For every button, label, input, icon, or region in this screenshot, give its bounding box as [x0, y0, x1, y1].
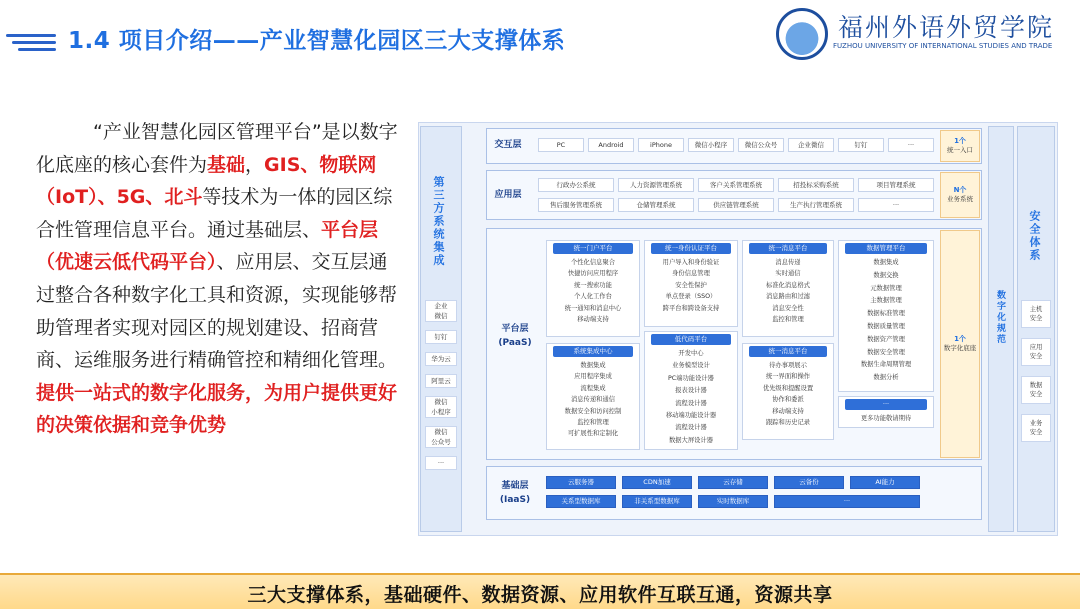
- lowcode-item: 流程设计器: [675, 399, 707, 407]
- intro-text-1: “产业智慧化园区管理平台”是以数字化底座的核心套件为: [36, 121, 398, 176]
- security-item: 主机 安全: [1021, 300, 1051, 328]
- auth-platform-title: 统一身份认证平台: [651, 243, 731, 254]
- todo-item: 跟踪和历史记录: [765, 419, 811, 427]
- intro-highlight-service: 提供一站式的数字化服务，为用户提供更好的决策依据和竞争优势: [36, 381, 398, 437]
- security-label: 安全体系: [1028, 210, 1041, 262]
- portal-platform-box: [546, 240, 640, 337]
- application-item: 项目管理系统: [858, 178, 934, 192]
- application-item: ···: [858, 198, 934, 212]
- interaction-tag-num: 1个: [954, 137, 966, 145]
- message-platform-list: [743, 257, 833, 325]
- third-party-item: 钉钉: [425, 330, 457, 344]
- portal-item: 统一搜索功能: [574, 281, 612, 289]
- message-item: 监控和管理: [772, 316, 804, 324]
- security-item: 数据 安全: [1021, 376, 1051, 404]
- sysint-item: 监控和管理: [577, 419, 609, 427]
- todo-item: 统一界面和操作: [765, 373, 811, 381]
- application-tag-text: 业务系统: [947, 195, 973, 203]
- infra-item: 实时数据库: [698, 495, 768, 508]
- infrastructure-layer: [486, 466, 982, 520]
- application-tag: [940, 172, 980, 218]
- intro-highlight-platform: 平台层（优速云低代码平台）: [36, 218, 379, 274]
- third-party-item: 阿里云: [425, 374, 457, 388]
- data-item: 数据交换: [873, 271, 899, 279]
- digital-spec-label: 数字化规范: [995, 290, 1005, 345]
- data-platform-title: 数据管理平台: [845, 243, 927, 254]
- application-item: 生产执行管理系统: [778, 198, 854, 212]
- platform-layer-label: 平台层 (PaaS): [498, 324, 532, 348]
- more-features-list: [839, 413, 933, 424]
- more-features-title: ···: [845, 399, 927, 410]
- interaction-item: 钉钉: [838, 138, 884, 152]
- more-features-box: [838, 396, 934, 428]
- todo-item: 协作和委派: [772, 396, 804, 404]
- lowcode-platform-title: 低代码平台: [651, 334, 731, 345]
- auth-item: 跨平台和跨设备支持: [662, 304, 720, 312]
- infra-item: 云存储: [698, 476, 768, 489]
- message-item: 消息安全性: [772, 304, 804, 312]
- sysint-item: 流程集成: [580, 384, 606, 392]
- system-integration-box: [546, 343, 640, 450]
- lowcode-item: 报表设计器: [675, 387, 707, 395]
- intro-highlight-base: 基础: [207, 153, 246, 176]
- infra-item: 非关系型数据库: [622, 495, 692, 508]
- lowcode-item: 业务模型设计: [672, 362, 710, 370]
- lowcode-item: PC端功能设计器: [668, 374, 714, 382]
- todo-item: 待办事项展示: [769, 362, 807, 369]
- data-item: 数据集成: [873, 259, 899, 266]
- todo-platform-list: [743, 360, 833, 428]
- message-item: 消息传递: [775, 259, 801, 266]
- data-item: 数据质量管理: [867, 322, 905, 330]
- data-item: 主数据管理: [870, 297, 902, 305]
- data-item: 数据生命周期管理: [860, 361, 912, 369]
- interaction-tag-text: 统一入口: [947, 146, 973, 154]
- interaction-item: Android: [588, 138, 634, 152]
- infra-item: ···: [774, 495, 920, 508]
- third-party-item: ···: [425, 456, 457, 470]
- sysint-item: 可扩展性和定制化: [567, 430, 619, 438]
- intro-text-4: 、应用层、交互层通过整合各种数字化工具和资源，实现能够帮助管理者实现对园区的规划建设、招商营商、运维服务进行精确管控和精细化管理。: [36, 251, 398, 372]
- auth-item: 单点登录（SSO）: [665, 293, 717, 301]
- third-party-item: 微信 小程序: [425, 396, 457, 418]
- security-item: 应用 安全: [1021, 338, 1051, 366]
- third-party-item: 华为云: [425, 352, 457, 366]
- intro-highlight-tech: GIS、物联网 （IoT）、5G、北斗: [36, 153, 377, 209]
- application-layer-label: 应用层: [494, 190, 522, 200]
- portal-item: 个性化信息聚合: [570, 259, 616, 266]
- infra-item: AI能力: [850, 476, 920, 489]
- lowcode-item: 移动端功能设计器: [665, 412, 717, 420]
- application-item: 供应链管理系统: [698, 198, 774, 212]
- interaction-item: 微信小程序: [688, 138, 734, 152]
- data-platform-list: [839, 257, 933, 385]
- intro-text-2: ，: [245, 153, 265, 176]
- application-item: 行政办公系统: [538, 178, 614, 192]
- data-item: 数据安全管理: [867, 348, 905, 356]
- more-item: 更多功能敬请期待: [860, 415, 912, 422]
- third-party-item: 企业 微信: [425, 300, 457, 322]
- message-item: 标准化消息格式: [765, 281, 811, 289]
- interaction-item: PC: [538, 138, 584, 152]
- sysint-item: 数据安全和访问控制: [564, 407, 622, 415]
- platform-tag-num: 1个: [954, 335, 966, 343]
- platform-tag: [940, 230, 980, 458]
- lowcode-item: 开发中心: [678, 350, 704, 357]
- sysint-item: 应用程序集成: [574, 373, 612, 381]
- application-item: 客户关系管理系统: [698, 178, 774, 192]
- message-item: 消息路由和过滤: [765, 293, 811, 301]
- application-item: 招投标采购系统: [778, 178, 854, 192]
- message-platform-title: 统一消息平台: [749, 243, 827, 254]
- interaction-item: ···: [888, 138, 934, 152]
- application-tag-num: N个: [953, 186, 967, 194]
- lowcode-platform-box: [644, 331, 738, 450]
- system-integration-title: 系统集成中心: [553, 346, 633, 357]
- platform-tag-text: 数字化底座: [943, 344, 977, 352]
- intro-text-3: 等技术为一体的园区综合性管理信息平台。通过基础层、: [36, 186, 393, 241]
- interaction-layer-label: 交互层: [494, 140, 522, 150]
- sysint-item: 消息传递和通信: [570, 396, 616, 404]
- security-item: 业务 安全: [1021, 414, 1051, 442]
- sysint-item: 数据集成: [580, 362, 606, 369]
- data-item: 数据标准管理: [867, 310, 905, 318]
- portal-item: 移动端支持: [577, 316, 609, 324]
- infra-item: 云备份: [774, 476, 844, 489]
- bottom-banner-text: 三大支撑体系，基础硬件、数据资源、应用软件互联互通，资源共享: [247, 584, 833, 606]
- interaction-item: 企业微信: [788, 138, 834, 152]
- portal-item: 统一通知和消息中心: [564, 304, 622, 312]
- portal-platform-title: 统一门户平台: [553, 243, 633, 254]
- todo-item: 优先级和提醒设置: [762, 384, 814, 392]
- portal-item: 个人化工作台: [574, 293, 612, 301]
- data-item: 数据分析: [873, 374, 899, 382]
- auth-item: 身份信息管理: [672, 270, 710, 278]
- auth-platform-list: [645, 257, 737, 314]
- lowcode-item: 数据大屏设计器: [668, 436, 714, 444]
- university-name-cn: 福州外语外贸学院: [838, 13, 1055, 42]
- lowcode-item: 流程设计器: [675, 424, 707, 432]
- intro-paragraph: [36, 116, 404, 442]
- auth-platform-box: [644, 240, 738, 327]
- portal-item: 快捷访问应用程序: [567, 270, 619, 278]
- application-item: 售后服务管理系统: [538, 198, 614, 212]
- infra-item: 云服务器: [546, 476, 616, 489]
- application-item: 仓储管理系统: [618, 198, 694, 212]
- interaction-item: iPhone: [638, 138, 684, 152]
- infra-item: CDN加速: [622, 476, 692, 489]
- interaction-item: 微信公众号: [738, 138, 784, 152]
- data-item: 元数据管理: [870, 284, 902, 292]
- third-party-label: 第三方系统集成: [432, 176, 445, 267]
- page-title: 1.4 项目介绍——产业智慧化园区三大支撑体系: [68, 28, 566, 54]
- infrastructure-layer-label: 基础层 (IaaS): [499, 481, 531, 505]
- interaction-tag: [940, 130, 980, 162]
- auth-item: 安全性保护: [675, 281, 707, 289]
- data-item: 数据资产管理: [867, 335, 905, 343]
- infra-item: 关系型数据库: [546, 495, 616, 508]
- data-platform-box: [838, 240, 934, 392]
- auth-item: 用户导入和身份验证: [662, 259, 720, 266]
- portal-platform-list: [547, 257, 639, 325]
- university-name-en: FUZHOU UNIVERSITY OF INTERNATIONAL STUDIES AND TRADE: [833, 42, 1053, 50]
- university-logo-icon: [776, 8, 828, 60]
- message-item: 实时通信: [775, 270, 801, 278]
- security-column: [1017, 126, 1055, 532]
- todo-platform-title: 统一消息平台: [749, 346, 827, 357]
- todo-item: 移动端支持: [772, 407, 804, 415]
- application-item: 人力资源管理系统: [618, 178, 694, 192]
- lowcode-platform-list: [645, 348, 737, 447]
- todo-platform-box: [742, 343, 834, 440]
- system-integration-list: [547, 360, 639, 440]
- third-party-item: 微信 公众号: [425, 426, 457, 448]
- message-platform-box: [742, 240, 834, 337]
